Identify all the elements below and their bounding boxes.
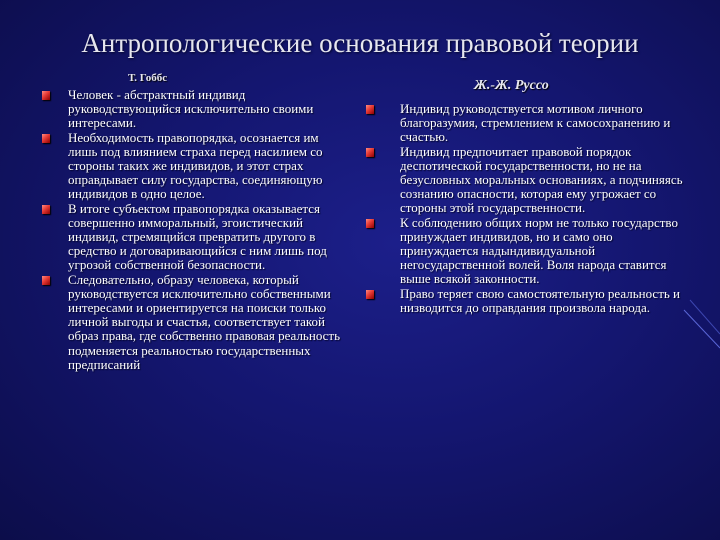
rousseau-column bbox=[366, 78, 686, 315]
list-item bbox=[366, 287, 686, 315]
list-item bbox=[42, 202, 342, 273]
list-item-text: Необходимость правопорядка, осознается им лишь под влиянием страха перед насилием со стороны таких же индивидов, и этот страх оправдывает силу государства, соединяющую индивидов в одно целое. bbox=[68, 129, 323, 202]
square-bullet-icon bbox=[42, 205, 50, 214]
slide-title: Антропологические основания правовой теории bbox=[81, 28, 639, 58]
square-bullet-icon bbox=[42, 91, 50, 100]
square-bullet-icon bbox=[366, 105, 374, 114]
list-item bbox=[42, 88, 342, 131]
square-bullet-icon bbox=[366, 290, 374, 299]
list-item bbox=[42, 273, 342, 372]
list-item bbox=[366, 145, 686, 216]
hobbes-column bbox=[42, 72, 342, 372]
list-item bbox=[366, 102, 686, 145]
hobbes-list bbox=[42, 88, 342, 372]
list-item-text: К соблюдению общих норм не только государство принуждает индивидов, но и само оно принуждается надындивидуальной негосударственной волей. Воля народа ставится выше всякой законности. bbox=[400, 214, 678, 287]
list-item-text: В итоге субъектом правопорядка оказывается совершенно имморальный, эгоистический индивид, стремящийся превратить другого в средство и договаривающийся с ним лишь под угрозой собственной безопасности. bbox=[68, 200, 327, 273]
rousseau-list bbox=[366, 102, 686, 315]
list-item-text: Индивид предпочитает правовой порядок деспотической государственности, но не на безусловных моральных основаниях, а подчиняясь сознанию опасности, которая ему угрожает со стороны этой государственности. bbox=[400, 143, 683, 216]
square-bullet-icon bbox=[42, 276, 50, 285]
hobbes-heading: Т. Гоббс bbox=[128, 72, 168, 84]
list-item bbox=[366, 216, 686, 287]
square-bullet-icon bbox=[366, 219, 374, 228]
list-item-text: Человек - абстрактный индивид руководствующийся исключительно своими интересами. bbox=[68, 87, 314, 131]
decorative-lines bbox=[680, 290, 720, 370]
list-item-text: Индивид руководствуется мотивом личного благоразумия, стремлением к самосохранению и счастью. bbox=[400, 101, 671, 145]
list-item-text: Следовательно, образу человека, который руководствуется исключительно собственными интересами и ориентируется на поиски только личной выгоды и счастья, соответствует такой образ права, где собственно правовая реальность подменяется реальностью государственных предписаний bbox=[68, 271, 341, 372]
square-bullet-icon bbox=[366, 148, 374, 157]
list-item bbox=[42, 131, 342, 202]
square-bullet-icon bbox=[42, 134, 50, 143]
rousseau-heading: Ж.-Ж. Руссо bbox=[474, 78, 549, 93]
list-item-text: Право теряет свою самостоятельную реальность и низводится до оправдания произвола народа. bbox=[400, 285, 681, 315]
